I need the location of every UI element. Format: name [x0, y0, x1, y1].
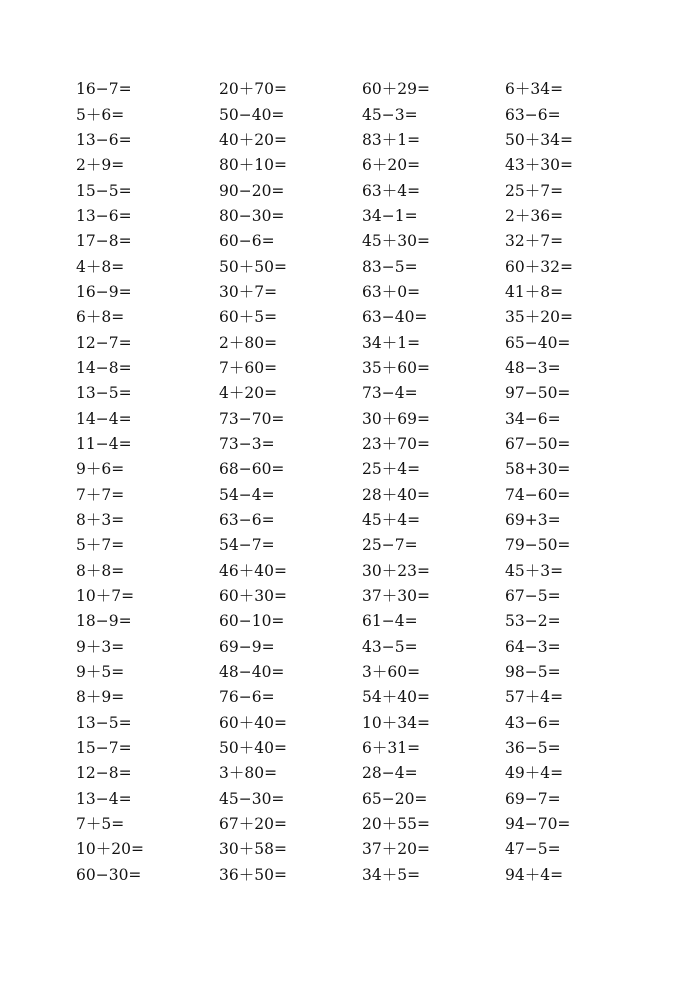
math-problem: 3＋60=	[362, 663, 421, 682]
math-problem: 79−50=	[505, 536, 571, 555]
math-problem: 60−10=	[219, 612, 285, 631]
math-problem: 45＋4=	[362, 511, 421, 530]
math-problem: 76−6=	[219, 688, 275, 707]
math-problem: 28＋40=	[362, 485, 430, 504]
math-problem: 65−40=	[505, 333, 571, 352]
math-problem: 73−70=	[219, 409, 285, 428]
problem-row	[76, 609, 656, 634]
problem-row	[76, 483, 656, 508]
math-problem: 8＋3=	[76, 511, 125, 530]
problem-row	[76, 736, 656, 761]
math-problem: 37＋20=	[362, 840, 430, 859]
math-problem: 30＋23=	[362, 561, 430, 580]
math-problem: 6＋34=	[505, 80, 564, 99]
math-problem: 63＋0=	[362, 282, 421, 301]
math-problem: 63＋4=	[362, 181, 421, 200]
math-problem: 48−40=	[219, 663, 285, 682]
math-problem: 12−7=	[76, 333, 132, 352]
math-problem: 45−30=	[219, 789, 285, 808]
problem-row	[76, 559, 656, 584]
problem-row	[76, 711, 656, 736]
problem-row	[76, 280, 656, 305]
math-problem: 69+3=	[505, 511, 561, 530]
problem-row	[76, 381, 656, 406]
math-problem: 80−30=	[219, 206, 285, 225]
problem-row	[76, 863, 656, 888]
math-problem: 13−6=	[76, 206, 132, 225]
math-problem: 6＋31=	[362, 739, 421, 758]
math-problem: 47−5=	[505, 840, 561, 859]
math-problem: 54−7=	[219, 536, 275, 555]
math-problem: 13−4=	[76, 789, 132, 808]
math-problem: 90−20=	[219, 181, 285, 200]
math-problem: 67＋20=	[219, 815, 287, 834]
problem-row	[76, 254, 656, 279]
math-problem: 16−9=	[76, 282, 132, 301]
math-problem: 43−6=	[505, 713, 561, 732]
problem-row	[76, 128, 656, 153]
math-problem: 83−5=	[362, 257, 418, 276]
math-problem: 7＋7=	[76, 485, 125, 504]
problem-row	[76, 837, 656, 862]
problem-row	[76, 229, 656, 254]
math-problem: 14−8=	[76, 358, 132, 377]
math-problem: 4＋20=	[219, 384, 278, 403]
math-problem: 94＋4=	[505, 865, 564, 884]
math-problem: 28−4=	[362, 764, 418, 783]
math-problem: 34＋1=	[362, 333, 421, 352]
math-problem: 40＋20=	[219, 130, 287, 149]
math-problem: 34＋5=	[362, 865, 421, 884]
math-problem: 46＋40=	[219, 561, 287, 580]
math-problem: 63−6=	[219, 511, 275, 530]
math-problem: 63−6=	[505, 105, 561, 124]
math-problem: 9＋6=	[76, 460, 125, 479]
math-problem: 35＋60=	[362, 358, 430, 377]
math-problem: 20＋55=	[362, 815, 430, 834]
math-problem: 50＋40=	[219, 739, 287, 758]
math-problem: 34−1=	[362, 206, 418, 225]
math-problem: 36＋50=	[219, 865, 287, 884]
math-problem: 30＋69=	[362, 409, 430, 428]
math-problem: 17−8=	[76, 232, 132, 251]
problem-row	[76, 635, 656, 660]
math-problem: 25−7=	[362, 536, 418, 555]
math-problem: 97−50=	[505, 384, 571, 403]
problem-row	[76, 432, 656, 457]
math-problem: 37＋30=	[362, 587, 430, 606]
math-problem: 73−3=	[219, 434, 275, 453]
math-problem: 49＋4=	[505, 764, 564, 783]
math-problem: 18−9=	[76, 612, 132, 631]
math-problem: 7＋5=	[76, 815, 125, 834]
arithmetic-worksheet	[76, 77, 656, 888]
math-problem: 64−3=	[505, 637, 561, 656]
math-problem: 10＋20=	[76, 840, 144, 859]
math-problem: 10＋7=	[76, 587, 135, 606]
math-problem: 10＋34=	[362, 713, 430, 732]
math-problem: 43−5=	[362, 637, 418, 656]
problem-row	[76, 787, 656, 812]
problem-row	[76, 204, 656, 229]
problem-row	[76, 508, 656, 533]
math-problem: 35＋20=	[505, 308, 573, 327]
math-problem: 8＋8=	[76, 561, 125, 580]
math-problem: 58+30=	[505, 460, 571, 479]
math-problem: 36−5=	[505, 739, 561, 758]
math-problem: 30＋58=	[219, 840, 287, 859]
math-problem: 60＋40=	[219, 713, 287, 732]
math-problem: 69−9=	[219, 637, 275, 656]
math-problem: 16−7=	[76, 80, 132, 99]
math-problem: 13−6=	[76, 130, 132, 149]
math-problem: 57＋4=	[505, 688, 564, 707]
problem-row	[76, 356, 656, 381]
math-problem: 34−6=	[505, 409, 561, 428]
math-problem: 13−5=	[76, 713, 132, 732]
math-problem: 13−5=	[76, 384, 132, 403]
math-problem: 53−2=	[505, 612, 561, 631]
math-problem: 60＋30=	[219, 587, 287, 606]
math-problem: 54−4=	[219, 485, 275, 504]
math-problem: 9＋3=	[76, 637, 125, 656]
problem-row	[76, 584, 656, 609]
math-problem: 2＋9=	[76, 156, 125, 175]
math-problem: 45−3=	[362, 105, 418, 124]
math-problem: 5＋7=	[76, 536, 125, 555]
math-problem: 30＋7=	[219, 282, 278, 301]
math-problem: 15−7=	[76, 739, 132, 758]
problem-row	[76, 812, 656, 837]
math-problem: 25＋7=	[505, 181, 564, 200]
problem-row	[76, 457, 656, 482]
math-problem: 5＋6=	[76, 105, 125, 124]
math-problem: 50−40=	[219, 105, 285, 124]
math-problem: 14−4=	[76, 409, 132, 428]
math-problem: 2＋80=	[219, 333, 278, 352]
math-problem: 25＋4=	[362, 460, 421, 479]
math-problem: 50＋50=	[219, 257, 287, 276]
math-problem: 67−5=	[505, 587, 561, 606]
math-problem: 94−70=	[505, 815, 571, 834]
problem-row	[76, 406, 656, 431]
math-problem: 60＋32=	[505, 257, 573, 276]
math-problem: 8＋9=	[76, 688, 125, 707]
problem-row	[76, 533, 656, 558]
math-problem: 50＋34=	[505, 130, 573, 149]
problem-row	[76, 305, 656, 330]
math-problem: 2＋36=	[505, 206, 564, 225]
math-problem: 45＋3=	[505, 561, 564, 580]
math-problem: 69−7=	[505, 789, 561, 808]
math-problem: 41＋8=	[505, 282, 564, 301]
math-problem: 45＋30=	[362, 232, 430, 251]
math-problem: 4＋8=	[76, 257, 125, 276]
problem-row	[76, 77, 656, 102]
math-problem: 60−6=	[219, 232, 275, 251]
math-problem: 6＋20=	[362, 156, 421, 175]
math-problem: 60＋5=	[219, 308, 278, 327]
math-problem: 9＋5=	[76, 663, 125, 682]
math-problem: 65−20=	[362, 789, 428, 808]
math-problem: 74−60=	[505, 485, 571, 504]
problem-row	[76, 330, 656, 355]
math-problem: 61−4=	[362, 612, 418, 631]
math-problem: 68−60=	[219, 460, 285, 479]
math-problem: 3＋80=	[219, 764, 278, 783]
math-problem: 43＋30=	[505, 156, 573, 175]
problem-row	[76, 660, 656, 685]
math-problem: 11−4=	[76, 434, 132, 453]
math-problem: 7＋60=	[219, 358, 278, 377]
math-problem: 12−8=	[76, 764, 132, 783]
math-problem: 6＋8=	[76, 308, 125, 327]
math-problem: 32＋7=	[505, 232, 564, 251]
problem-row	[76, 685, 656, 710]
math-problem: 80＋10=	[219, 156, 287, 175]
math-problem: 60＋29=	[362, 80, 430, 99]
problem-row	[76, 153, 656, 178]
math-problem: 48−3=	[505, 358, 561, 377]
math-problem: 23＋70=	[362, 434, 430, 453]
problem-row	[76, 761, 656, 786]
math-problem: 20＋70=	[219, 80, 287, 99]
math-problem: 83＋1=	[362, 130, 421, 149]
math-problem: 73−4=	[362, 384, 418, 403]
problem-row	[76, 102, 656, 127]
math-problem: 15−5=	[76, 181, 132, 200]
math-problem: 98−5=	[505, 663, 561, 682]
problem-row	[76, 178, 656, 203]
math-problem: 67−50=	[505, 434, 571, 453]
math-problem: 63−40=	[362, 308, 428, 327]
math-problem: 60−30=	[76, 865, 142, 884]
math-problem: 54＋40=	[362, 688, 430, 707]
